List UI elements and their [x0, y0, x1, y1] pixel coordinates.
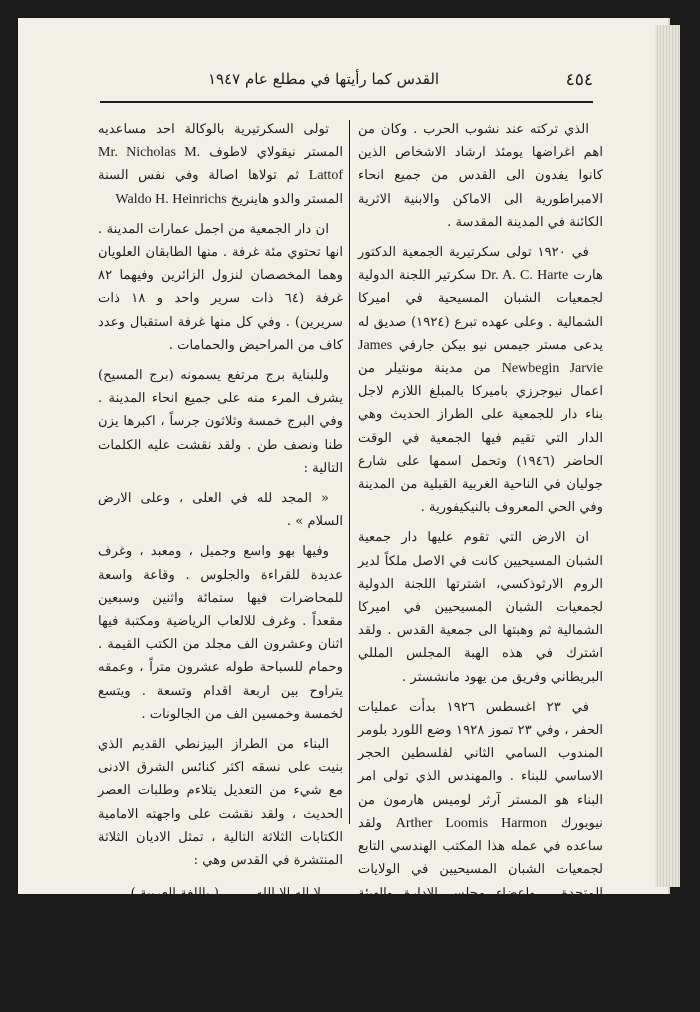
paragraph-text: سكرتير اللجنة الدولية لجمعيات الشبان المسيحية في اميركا الشمالية . وعلى عهده تبرع (١٩٢٤) صديق له يدعى مستر جيمس نيو بيكن جارفي: [358, 268, 603, 353]
paragraph-text: من مدينة مونتيلر من اعمال نيوجرزي باميركا بالمبلغ اللازم لاجل بناء دار للجمعية على الطراز الحديث وهي الدار التي تقيم فيها الجمعية في الوقت الحاضر (١٩٤٦) وتحمل اسمها على شارع جوليان في الناحية الغربية القبلية من المدينة وفي الحي المعروف بالنيكيفورية .: [358, 361, 603, 516]
page-edge: [655, 25, 680, 887]
paragraph-text: ولقد ساعده في عمله هذا المكتب الهندسي التابع لجمعيات الشبان المسيحيين في الولايات المتحدة ، واعضاء مجلس الادارة والهيئة المحلية التي الفت في القدس لاجل الاشراف على اعمال البناء .: [358, 815, 603, 947]
creed-row: [98, 908, 321, 937]
paragraph: عندما اعتزل الدكتور هارت العمل في ١٩٣٠: [358, 962, 603, 1001]
creed-text: لا اله الا الله: [255, 944, 321, 960]
paragraph: [358, 241, 603, 519]
paragraph: [98, 118, 343, 211]
paragraph-text: في ٢٣ اغسطس ١٩٢٦ بدأت عمليات الحفر ، وفي ٢٣ تموز ١٩٢٨ وضع اللورد بلومر المندوب السامي الثاني لفلسطين الحجر الاساسي للبناء . والمهندس الذي تولى امر البناء هو المستر آرثر لوميس هارمون من نيويورك: [358, 699, 604, 831]
creed-language: ( باللغة الارامية ): [127, 944, 219, 960]
paragraph: وللبناية برج مرتفع يسمونه (برج المسيح) يشرف المرء منه على جميع انحاء المدينة . وفي البرج خمسة وثلاثون جرساً ، اكبرها يزن طنا ونصف طن . ولقد نقشت عليه الكلمات التالية :: [98, 368, 343, 476]
right-column: [358, 118, 603, 1012]
creed-list: [98, 879, 343, 966]
paragraph: [358, 696, 603, 951]
creed-language: ( باللغة العربية ): [130, 886, 219, 902]
paragraph: وفيها بهو واسع وجميل ، ومعبد ، وغرف عديدة للقراءة والجلوس . وقاعة واسعة للمحاضرات فيها ستمائة واثنين وسبعين مقعداً . وغرف للالعاب الرياضية ومكتبة فيها اثنان وعشرون الف مجلد من الكتب القيمة . وحمام للسباحة طوله عشرون متراً ، وعمقه يتراوح بين اربعة اقدام وتسعة . ويتسع لخمسة وخمسين الف من الجالونات .: [98, 544, 343, 722]
creed-row: [98, 879, 321, 908]
inscription: « المجد لله في العلى ، وعلى الارض السلام » .: [98, 491, 343, 530]
paragraph: البناء من الطراز البيزنطي القديم الذي بنيت على نسقه اكثر كنائس الشرق الادنى مع شيء من التعديل يتلاءم وطلبات العصر الحديث ، ولقد نقشت على واجهته الامامية الكتابات الثلاثة التالية ، تمثل الاديان الثلاثة المنتشرة في القدس وهي :: [98, 737, 343, 869]
creed-language: ( باللغة العبرية ): [130, 915, 219, 931]
page-number: ٤٥٤: [565, 70, 593, 90]
left-column: [98, 118, 343, 966]
latin-name: James Newbegin Jarvie: [358, 337, 604, 377]
creed-text: لا اله الا الله: [255, 915, 321, 931]
creed-row: [98, 937, 321, 966]
paragraph: ان الارض التي تقوم عليها دار جمعية الشبان المسيحيين كانت في الاصل ملكاً لدير الروم الارثوذكسي، اشترتها اللجنة الدولية لجمعيات الشبان المسيحيين في اميركا الشمالية ثم وهبتها الى جمعية القدس . ولقد اشترك في هذه الهبة المجلس المللي البريطاني وفريق من يهود مانشستر .: [358, 530, 603, 685]
paragraph: ان دار الجمعية من اجمل عمارات المدينة . انها تحتوي مئة غرفة . منها الطابقان العلويان وهما المخصصان لنزول الزائرين وفيهما ٨٢ غرفة (٦٤ ذات سرير واحد و ١٨ ذات سريرين) . وفي كل منها غرفة استقبال وعدد كاف من المراحيض والحمامات .: [98, 221, 343, 353]
column-divider: [349, 120, 350, 824]
paragraph-text: تولى السكرتيرية بالوكالة احد مساعديه المستر نيقولاي لاطوف: [98, 122, 343, 161]
page-header: [88, 70, 593, 94]
paragraph: الذي تركته عند نشوب الحرب . وكان من اهم اغراضها يومئذ ارشاد الاشخاص الذين كانوا يفدون الى القدس من جميع انحاء الامبراطورية الى الاماكن والابنية الاثرية الكائنة في المدينة المقدسة .: [358, 122, 603, 230]
creed-text: لا اله الا الله: [255, 886, 321, 902]
running-title: القدس كما رأيتها في مطلع عام ١٩٤٧: [208, 70, 440, 88]
latin-name: Arther Loomis Harmon: [395, 815, 548, 831]
paragraph-text: ثم تولاها اصالة وفي نفس السنة المستر والدو هاينريخ: [98, 168, 343, 207]
latin-name: Dr. A. C. Harte: [481, 268, 569, 284]
latin-name: Mr. Nicholas M. Lattof: [98, 145, 343, 184]
header-rule: [100, 101, 593, 103]
latin-name: Waldo H. Heinrichs: [115, 191, 227, 207]
paragraph-text: في ١٩٢٠ تولى سكرتيرية الجمعية الدكتور هارت: [358, 245, 603, 284]
